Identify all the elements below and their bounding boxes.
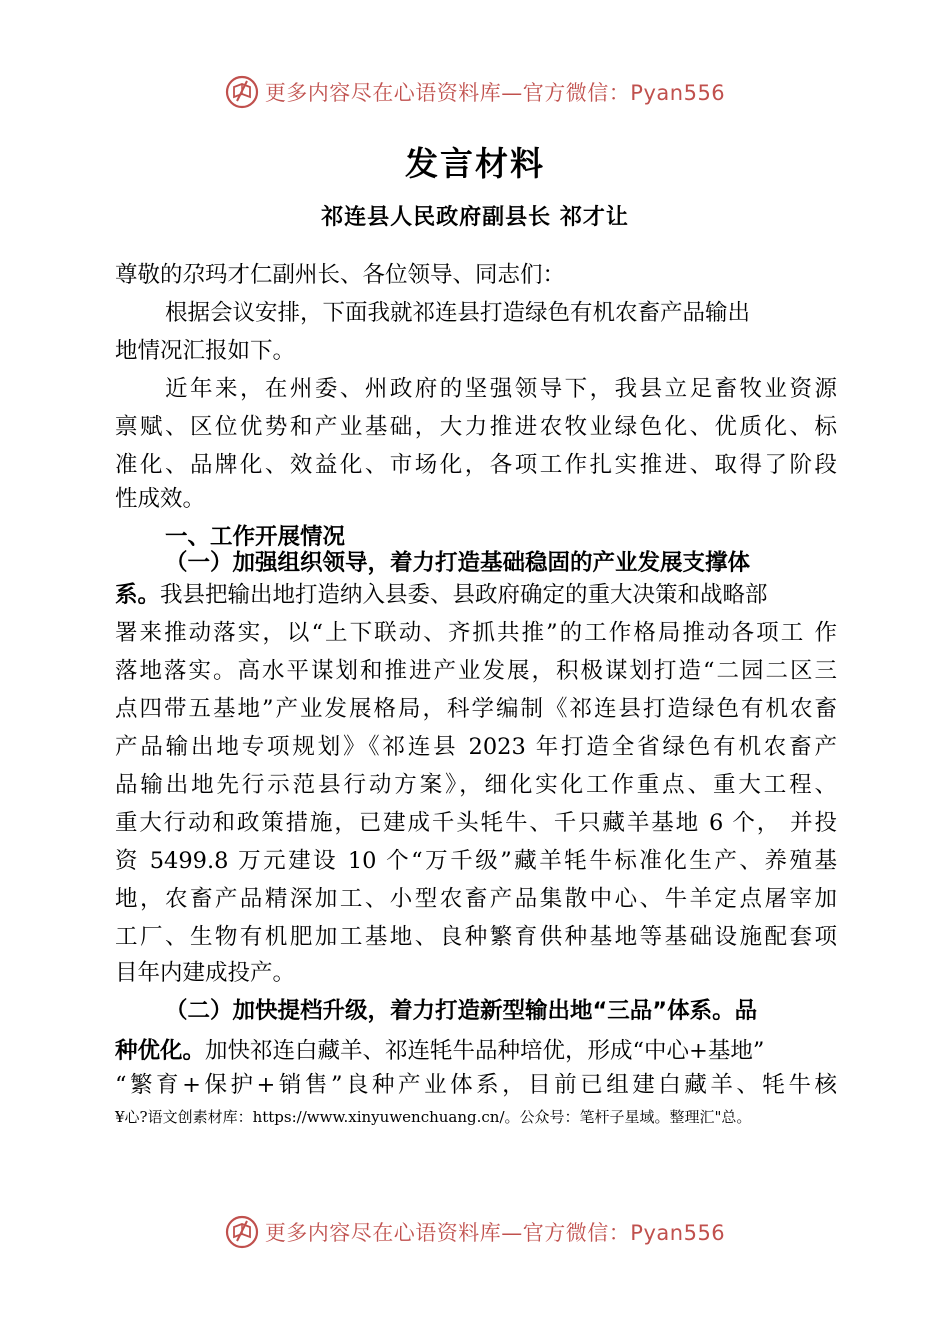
page-title: 发言材料 xyxy=(405,144,545,183)
book-quill-logo-icon xyxy=(225,1215,259,1249)
sub1-line: 点四带五基地”产业发展格局，科学编制《祁连县打造绿色有机农畜 xyxy=(115,696,837,722)
salutation: 尊敬的尕玛才仁副州长、各位领导、同志们： xyxy=(115,262,566,288)
intro-line-1: 根据会议安排，下面我就祁连县打造绿色有机农畜产品输出 xyxy=(165,300,751,326)
bottom-banner xyxy=(0,1212,950,1252)
overview-line-2: 禀赋、区位优势和产业基础，大力推进农牧业绿色化、优质化、标 xyxy=(115,414,837,440)
banner-text: 更多内容尽在心语资料库—官方微信：Pyan556 xyxy=(264,81,726,105)
source-footnote: ¥心?语文创素材库：https://www.xinyuwenchuang.cn/。公众号：笔杆子星域。整理汇"总。 xyxy=(115,1108,752,1126)
sub1-line: 品输出地先行示范县行动方案》，细化实化工作重点、重大工程、 xyxy=(115,772,837,798)
sub1-line: 工厂、生物有机肥加工基地、良种繁育供种基地等基础设施配套项 xyxy=(115,924,837,950)
sub1-heading-end: 系。 xyxy=(115,582,161,608)
overview-line-1: 近年来，在州委、州政府的坚强领导下，我县立足畜牧业资源 xyxy=(165,376,837,402)
overview-line-3: 准化、品牌化、效益化、市场化，各项工作扎实推进、取得了阶段 xyxy=(115,452,837,478)
overview-line-4: 性成效。 xyxy=(115,486,206,512)
sub1-line: 产品输出地专项规划》《祁连县 2023 年打造全省绿色有机农畜产 xyxy=(115,734,837,760)
sub1-first-line xyxy=(115,578,768,612)
sub1-line: 目年内建成投产。 xyxy=(115,960,296,986)
sub1-first-line-text: 我县把输出地打造纳入县委、县政府确定的重大决策和战略部 xyxy=(160,582,768,608)
sub1-line: 重大行动和政策措施，已建成千头牦牛、千只藏羊基地 6 个， 并投 xyxy=(115,810,837,836)
sub1-line: 地，农畜产品精深加工、小型农畜产品集散中心、牛羊定点屠宰加 xyxy=(115,886,837,912)
sub1-line: 署来推动落实，以“上下联动、齐抓共推”的工作格局推动各项工 作 xyxy=(115,620,837,646)
intro-line-2: 地情况汇报如下。 xyxy=(115,338,296,364)
sub1-heading: （一）加强组织领导，着力打造基础稳固的产业发展支撑体 xyxy=(165,550,751,576)
sub2-heading: （二）加快提档升级，着力打造新型输出地“三品”体系。品 xyxy=(165,998,758,1024)
sub1-line: 落地落实。高水平谋划和推进产业发展，积极谋划打造“二园二区三 xyxy=(115,658,837,684)
sub2-first-line xyxy=(115,1034,764,1068)
book-quill-logo-icon xyxy=(225,75,259,109)
banner-text: 更多内容尽在心语资料库—官方微信：Pyan556 xyxy=(264,1221,726,1245)
section-heading: 一、工作开展情况 xyxy=(165,524,346,550)
speaker-line: 祁连县人民政府副县长 祁才让 xyxy=(321,205,629,230)
sub1-line: 资 5499.8 万元建设 10 个“万千级”藏羊牦牛标准化生产、养殖基 xyxy=(115,848,837,874)
sub2-heading-end: 种优化。 xyxy=(115,1038,206,1064)
top-banner xyxy=(0,72,950,112)
sub2-line: “繁育+保护+销售”良种产业体系，目前已组建白藏羊、牦牛核 xyxy=(115,1072,837,1098)
sub2-first-line-text: 加快祁连白藏羊、祁连牦牛品种培优，形成“中心+基地” xyxy=(205,1038,765,1064)
